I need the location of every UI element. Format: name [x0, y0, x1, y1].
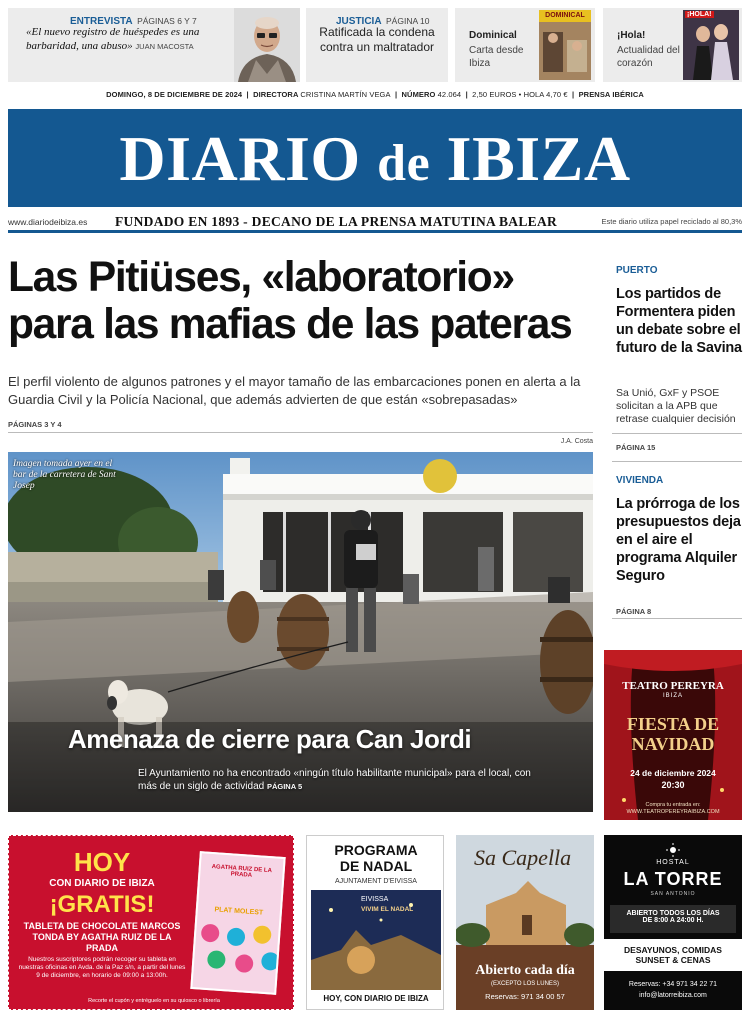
photo-pages: PÁGINA 5 [266, 782, 303, 791]
price: 2,50 EUROS • HOLA 4,70 € [472, 90, 568, 99]
capella-line2: (EXCEPTO LOS LUNES) [491, 981, 559, 987]
teatro-title-2: NAVIDAD [631, 734, 715, 754]
dominical-cover-image [539, 22, 591, 80]
lead-divider [8, 432, 593, 433]
nadal-poster [311, 890, 441, 990]
masthead-title [8, 123, 742, 196]
sidebar-1-rule [612, 433, 742, 434]
sidebar-2-pages: PÁGINA 8 [616, 607, 652, 616]
chocolate-box [190, 851, 285, 995]
teatro-date: 24 de diciembre 2024 [630, 768, 716, 778]
chocolate-box-pattern [193, 912, 284, 988]
masthead-title-c: IBIZA [430, 123, 631, 194]
sidebar-2-kicker: VIVIENDA [616, 475, 664, 486]
sidebar-1-pages: PÁGINA 15 [616, 443, 656, 452]
nadal-poster-1: EIVISSA [361, 896, 389, 903]
ad-hoy-gratis[interactable] [8, 835, 294, 1010]
number-label: NÚMERO [401, 90, 436, 99]
capella-name: Sa Capella [474, 845, 572, 870]
latorre-location: SAN ANTONIO [650, 891, 696, 897]
nadal-title [307, 842, 444, 874]
teaser-entrevista-text [26, 25, 234, 54]
sidebar-1-kicker: PUERTO [616, 265, 658, 276]
hoy-line4: TABLETA DE CHOCOLATE MARCOS TONDA BY AGATHA RUIZ DE LA PRADA [23, 921, 181, 953]
dateline: DOMINGO, 8 DE DICIEMBRE DE 2024 | DIRECTORA CRISTINA MARTÍN VEGA | NÚMERO 42.064 | 2,50 EUROS • HOLA 4,70 € | PRENSA IBÉRICA [106, 90, 644, 99]
masthead[interactable] [8, 109, 742, 207]
latorre-hours-box [610, 905, 736, 933]
director: CRISTINA MARTÍN VEGA [300, 90, 391, 99]
main-photo[interactable] [8, 452, 593, 812]
capella-line1: Abierto cada día [475, 963, 575, 978]
kicker-dominical: Dominical [469, 30, 517, 41]
photo-headline[interactable]: Amenaza de cierre para Can Jordi [68, 724, 472, 754]
latorre-line2: SUNSET & CENAS [635, 955, 711, 965]
hoy-line3: ¡GRATIS! [49, 891, 155, 918]
ad-teatro-pereyra[interactable] [604, 650, 742, 820]
photo-illustration [8, 452, 593, 812]
ad-programa-nadal[interactable] [306, 835, 444, 1010]
date: DOMINGO, 8 DE DICIEMBRE DE 2024 [106, 90, 243, 99]
nadal-title-2: DE NADAL [339, 858, 413, 874]
hoy-line5: Nuestros suscriptores podrán recoger su tableta en nuestras oficinas en Avda. de la Paz s/n, a partir del lunes 9 de diciembre, en horario de 09:00 a 13:00h. [18, 956, 186, 979]
masthead-title-b: de [377, 135, 431, 192]
photo-credit: J.A. Costa [560, 438, 593, 445]
sidebar-2-rule [612, 618, 742, 619]
teatro-contact: Compra tu entrada en: WWW.TEATROPEREYRAIBIZA.COM [626, 802, 720, 815]
ad-la-torre[interactable] [604, 835, 742, 1010]
text-justicia: Ratificada la condena contra un maltratador [319, 25, 435, 54]
teatro-title-1: FIESTA DE [626, 714, 720, 734]
chocolate-box-1: AGATHA RUIZ DE LA PRADA [211, 864, 273, 879]
kicker-justicia: JUSTICIA [336, 16, 382, 27]
sun-icon [666, 843, 680, 857]
latorre-hours2: DE 8:00 A 24:00 H. [642, 917, 704, 924]
interviewee-photo [234, 8, 300, 82]
text-hola: Actualidad del corazón [617, 45, 680, 69]
sidebar-1-headline[interactable]: Los partidos de Formentera piden un debate sobre el futuro de la Savina [616, 286, 742, 356]
website[interactable]: www.diariodeibiza.es [8, 217, 88, 227]
nadal-poster-art [311, 890, 441, 990]
hoy-coupon: Recorte el cupón y entréguelo en su quiosco o librería [88, 998, 220, 1004]
hola-cover [683, 10, 739, 80]
recycled-note: Este diario utiliza papel reciclado al 80,3% [601, 217, 742, 226]
latorre-menu-box [604, 939, 742, 971]
kicker-entrevista: ENTREVISTA [70, 16, 133, 27]
lead-headline[interactable]: Las Pitiüses, «laboratorio» para las mafias de las pateras [8, 254, 572, 348]
ad-sa-capella[interactable] [456, 835, 594, 1010]
pages-entrevista: PÁGINAS 6 Y 7 [137, 16, 197, 26]
teatro-time: 20:30 [661, 780, 685, 790]
author-entrevista: JUAN MACOSTA [135, 42, 194, 51]
text-dominical: Carta desde Ibiza [469, 45, 524, 69]
subline [8, 213, 742, 233]
nadal-poster-2: VIVIM EL NADAL [361, 906, 414, 913]
teaser-entrevista[interactable] [8, 8, 300, 82]
director-label: DIRECTORA [253, 90, 299, 99]
lead-pages: PÁGINAS 3 Y 4 [8, 420, 62, 429]
latorre-phone: Reservas: +34 971 34 22 71 [628, 981, 718, 988]
hoy-line2: CON DIARIO DE IBIZA [49, 878, 155, 889]
teaser-justicia[interactable] [306, 8, 448, 82]
group: PRENSA IBÉRICA [578, 90, 644, 99]
teaser-hola[interactable] [603, 8, 742, 82]
sidebar-divider [612, 461, 742, 462]
hola-cover-image [683, 10, 739, 80]
teatro-city: IBIZA [662, 693, 683, 699]
chocolate-box-2: PLAT MOLEST [214, 906, 264, 917]
teatro-brand: TEATRO PEREYRA [622, 680, 724, 692]
latorre-line1: DESAYUNOS, COMIDAS [624, 945, 722, 955]
lead-deck: El perfil violento de algunos patrones y el mayor tamaño de las embarcaciones ponen en alerta a la Guardia Civil y la Policía Nacional, que además advierten de que están «sobrepasadas» [8, 374, 581, 407]
issue-number: 42.064 [437, 90, 462, 99]
nadal-sub: AJUNTAMENT D'EIVISSA [335, 878, 417, 885]
nadal-footer: HOY, CON DIARIO DE IBIZA [323, 994, 429, 1003]
latorre-name: LA TORRE [623, 869, 723, 889]
founded-line: FUNDADO EN 1893 - DECANO DE LA PRENSA MATUTINA BALEAR [115, 214, 558, 229]
hoy-line1: HOY [73, 847, 131, 877]
photo-sub-text: El Ayuntamiento no ha encontrado «ningún título habilitante municipal» para el local, con más de un siglo de actividad [138, 768, 531, 792]
capella-line3: Reservas: 971 34 00 57 [485, 992, 565, 1001]
dominical-cover [539, 10, 591, 80]
hola-cover-title: ¡HOLA! [687, 11, 712, 18]
dominical-cover-title: DOMINICAL [539, 10, 591, 22]
latorre-label: HOSTAL [656, 859, 690, 866]
pages-justicia: PÁGINA 10 [386, 16, 430, 26]
sidebar-1-body: Sa Unió, GxF y PSOE solicitan a la APB que retrase cualquier decisión [616, 387, 736, 425]
nadal-title-1: PROGRAMA [334, 842, 418, 858]
kicker-hola: ¡Hola! [617, 30, 646, 41]
latorre-email: info@latorreibiza.com [639, 992, 707, 999]
teaser-dominical[interactable] [455, 8, 595, 82]
teatro-title [604, 714, 742, 754]
photo-caption: Imagen tomada ayer en el bar de la carretera de Sant Josep [13, 459, 116, 491]
photo-subtitle [138, 767, 538, 793]
masthead-title-a: DIARIO [119, 123, 378, 194]
quote-entrevista: «El nuevo registro de huéspedes es una barbaridad, una abuso» [26, 26, 200, 52]
latorre-hours1: ABIERTO TODOS LOS DÍAS [626, 910, 720, 917]
sidebar-2-headline[interactable]: La prórroga de los presupuestos deja en el aire el programa Alquiler Seguro [616, 496, 741, 584]
